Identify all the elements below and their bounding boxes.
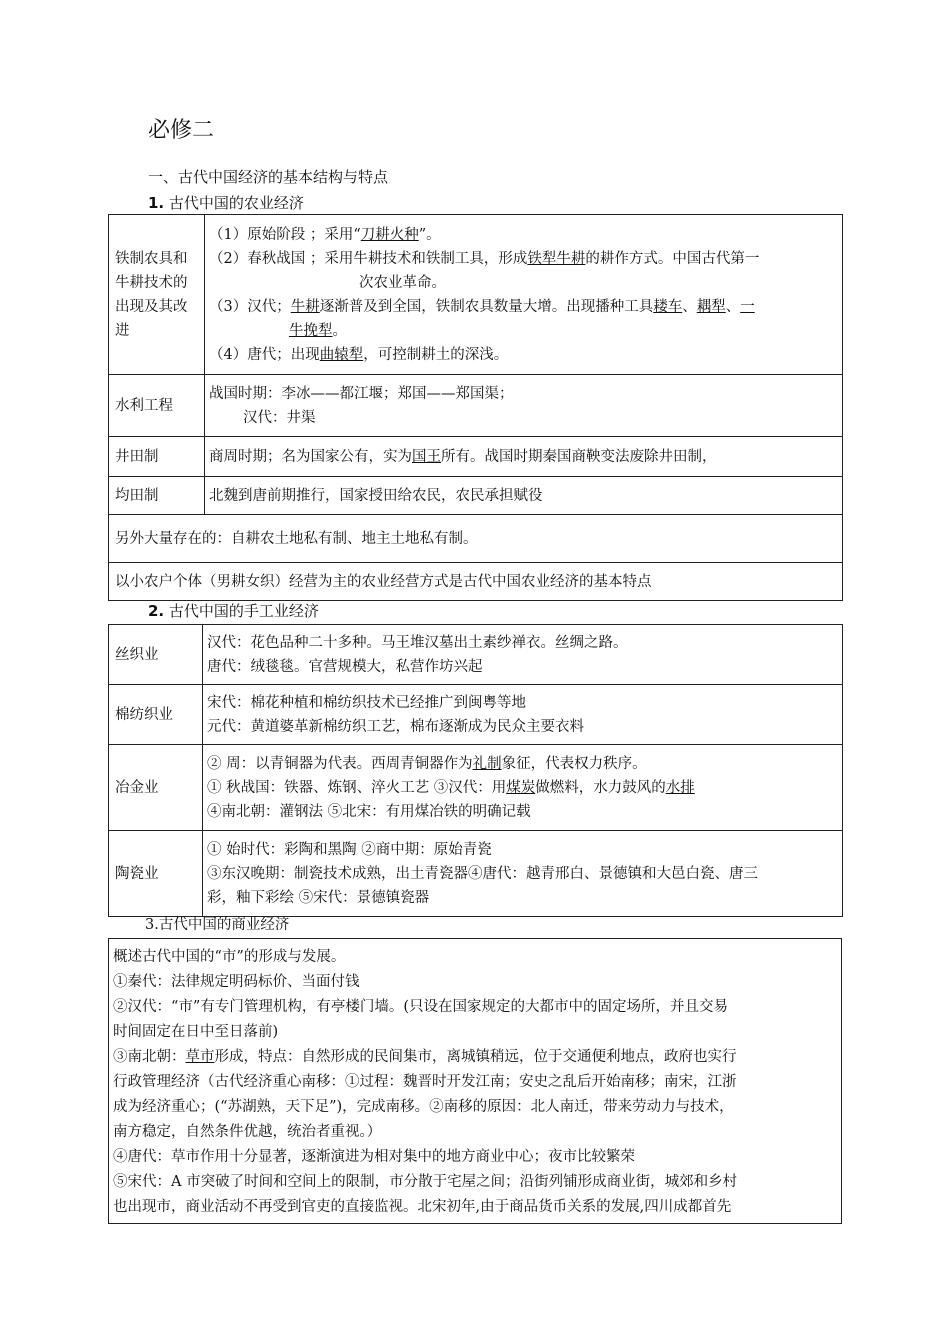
table-row — [109, 685, 843, 745]
text-line: 概述古代中国的“市”的形成与发展。 — [113, 949, 346, 965]
row-content: 宋代：棉花种植和棉纺织技术已经推广到闽粤等地 元代：黄道婆革新棉纺织工艺，棉布逐渐成为民众主要衣料 — [203, 685, 843, 745]
row-label: 陶瓷业 — [109, 831, 203, 917]
text-line: 也出现市，商业活动不再受到官吏的直接监视。北宋初年,由于商品货币关系的发展,四川成都首先 — [113, 1199, 732, 1215]
table-row — [109, 563, 843, 601]
subsection-number: 1. — [148, 194, 165, 212]
subsection-heading-commerce: 3.古代中国的商业经济 — [145, 917, 290, 933]
text-line: ⑤宋代：A 市突破了时间和空间上的限制，市分散于宅屋之间；沿街列铺形成商业街，城郊和乡村 — [113, 1174, 738, 1190]
table-row — [109, 215, 843, 375]
subsection-text: 古代中国的农业经济 — [168, 194, 304, 212]
text-line: ②汉代：“市”有专门管理机构，有亭楼门墙。(只设在国家规定的大都市中的固定场所，并且交易 — [113, 999, 728, 1015]
row-label: 铁制农具和牛耕技术的出现及其改进 — [109, 215, 205, 375]
row-content: 战国时期：李冰——都江堰；郑国——郑国渠； 汉代：井渠 — [205, 375, 843, 437]
table-row — [109, 515, 843, 563]
table-row — [109, 437, 843, 477]
row-label: 井田制 — [109, 437, 205, 477]
table-row — [109, 375, 843, 437]
table-row — [109, 477, 843, 515]
subsection-number: 2. — [148, 602, 165, 620]
row-content: 汉代：花色品种二十多种。马王堆汉墓出土素纱禅衣。丝绸之路。 唐代：绒毯毯。官营规模大，私营作坊兴起 — [203, 625, 843, 685]
text-line: ①秦代：法律规定明码标价、当面付钱 — [113, 974, 360, 990]
row-content: 以小农户个体（男耕女织）经营为主的农业经营方式是古代中国农业经济的基本特点 — [109, 563, 843, 601]
text-line: 行政管理经济（古代经济重心南移：①过程：魏晋时开发江南；安史之乱后开始南移；南宋，江浙 — [113, 1074, 737, 1090]
row-content: 另外大量存在的：自耕农土地私有制、地主土地私有制。 — [109, 515, 843, 563]
row-label: 水利工程 — [109, 375, 205, 437]
text-line: 成为经济重心；(“苏湖熟，天下足”)，完成南移。②南移的原因：北人南迁，带来劳动力与技术， — [113, 1099, 734, 1115]
row-content: ① 始时代：彩陶和黑陶 ②商中期：原始青瓷 ③东汉晚期：制瓷技术成熟，出土青瓷器④唐代：越青邢白、景德镇和大邑白瓷、唐三 彩，釉下彩绘 ⑤宋代：景德镇瓷器 — [203, 831, 843, 917]
table-row — [109, 831, 843, 917]
table-row — [109, 625, 843, 685]
commerce-box — [108, 938, 842, 1224]
table-row — [109, 745, 843, 831]
subsection-heading-agriculture — [148, 192, 304, 214]
text-line: ④唐代：草市作用十分显著，逐渐演进为相对集中的地方商业中心；夜市比较繁荣 — [113, 1149, 635, 1165]
row-content: 商周时期；名为国家公有，实为国王所有。战国时期秦国商鞅变法废除井田制， — [205, 437, 843, 477]
text-line: 南方稳定，自然条件优越，统治者重视。） — [113, 1124, 382, 1140]
row-content: ② 周：以青铜器为代表。西周青铜器作为礼制象征，代表权力秩序。 ① 秋战国：铁器、炼钢、淬火工艺 ③汉代：用煤炭做燃料，水力鼓风的水排 ④南北朝：灌钢法 ⑤北宋：有用煤冶铁的明确记载 — [203, 745, 843, 831]
row-label: 棉纺织业 — [109, 685, 203, 745]
row-label: 均田制 — [109, 477, 205, 515]
row-label: 丝织业 — [109, 625, 203, 685]
section-heading: 一、古代中国经济的基本结构与特点 — [148, 168, 389, 186]
subsection-text: 古代中国的手工业经济 — [168, 602, 319, 620]
row-label: 冶金业 — [109, 745, 203, 831]
subsection-heading-handicraft — [148, 600, 319, 622]
agriculture-table — [108, 214, 843, 601]
handicraft-table — [108, 624, 843, 917]
text-line: 时间固定在日中至日落前) — [113, 1024, 279, 1040]
row-content: （1）原始阶段 ；采用“刀耕火种”。 （2）春秋战国 ；采用牛耕技术和铁制工具，形成铁犁牛耕的耕作方式。中国古代第一 次农业革命。 （3）汉代；牛耕逐渐普及到全国，铁制农具数量大增。出现播种工具耧车、耦犁、一 牛挽犁。 （4）唐代；出现曲辕犁，可控制耕土的深浅。 — [205, 215, 843, 375]
row-content: 北魏到唐前期推行，国家授田给农民，农民承担赋役 — [205, 477, 843, 515]
page-title: 必修二 — [148, 118, 215, 143]
text-line: ③南北朝：草市形成，特点：自然形成的民间集市，离城镇稍远，位于交通便利地点，政府也实行 — [113, 1049, 737, 1065]
